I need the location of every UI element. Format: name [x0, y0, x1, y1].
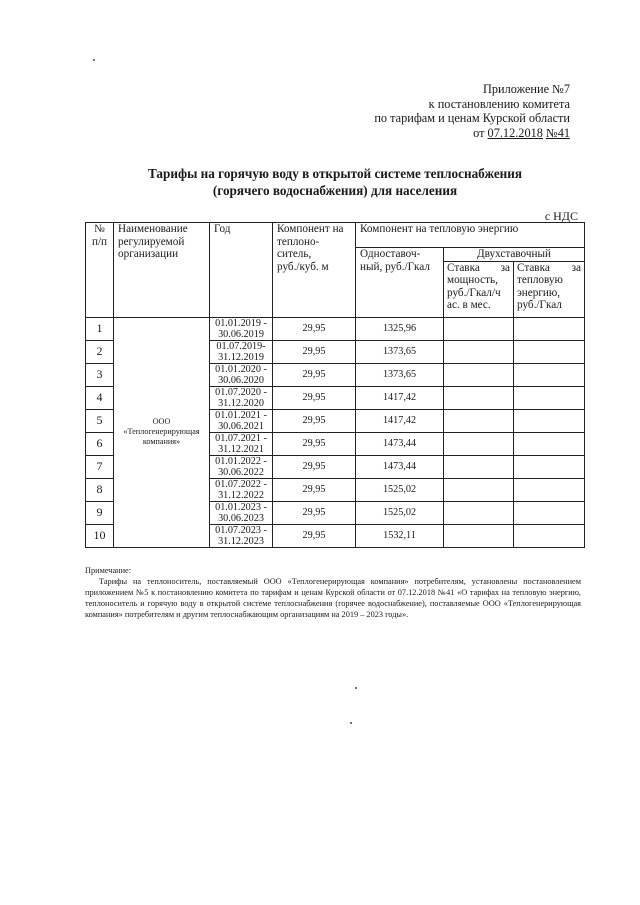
document-title: [100, 165, 570, 199]
capacity-rate-value: [444, 501, 514, 524]
header-org-line-2: регулируемой: [118, 235, 185, 248]
capacity-rate-value: [444, 478, 514, 501]
organization-line-2: «Теплогенерирующая: [123, 427, 200, 437]
vat-note: с НДС: [544, 209, 578, 223]
period-cell: [210, 317, 273, 340]
period-end: 31.12.2023: [218, 535, 264, 547]
header-carrier-line-2: теплоно-: [277, 235, 320, 248]
period-cell: [210, 432, 273, 455]
carrier-value: 29,95: [273, 340, 356, 363]
title-line-1: Тарифы на горячую воду в открытой системе теплоснабжения: [147, 166, 523, 181]
single-rate-value: 1373,65: [356, 340, 444, 363]
period-end: 31.12.2021: [218, 443, 264, 455]
period-start: 01.07.2019-: [216, 340, 266, 352]
period-start: 01.07.2022 -: [215, 478, 267, 490]
row-number: 1: [86, 317, 114, 340]
period-cell: [210, 501, 273, 524]
appendix-line-3: по тарифам и ценам Курской области: [374, 111, 570, 126]
heat-rate-value: [514, 478, 585, 501]
header-two-part: Двухставочный: [444, 248, 585, 262]
single-rate-value: 1525,02: [356, 501, 444, 524]
period-end: 30.06.2020: [218, 374, 264, 386]
row-number: 4: [86, 386, 114, 409]
appendix-line-1: Приложение №7: [483, 82, 570, 96]
header-heat-line-3: энергию,: [517, 286, 561, 299]
heat-rate-value: [514, 386, 585, 409]
organization-line-3: компания»: [142, 437, 181, 447]
carrier-value: 29,95: [273, 501, 356, 524]
tariff-table: [85, 222, 585, 548]
scan-speck: [93, 59, 95, 61]
single-rate-value: 1532,11: [356, 524, 444, 547]
heat-rate-value: [514, 501, 585, 524]
row-number: 5: [86, 409, 114, 432]
period-cell: [210, 363, 273, 386]
period-end: 31.12.2020: [218, 397, 264, 409]
period-start: 01.01.2019 -: [215, 317, 267, 329]
row-number: 7: [86, 455, 114, 478]
heat-rate-value: [514, 524, 585, 547]
header-heat-line-4: руб./Гкал: [517, 299, 562, 312]
header-org-line-1: Наименование: [118, 223, 188, 235]
heat-rate-value: [514, 455, 585, 478]
row-number: 8: [86, 478, 114, 501]
period-end: 30.06.2021: [218, 420, 264, 432]
period-cell: [210, 340, 273, 363]
period-start: 01.01.2022 -: [215, 455, 267, 467]
single-rate-value: 1525,02: [356, 478, 444, 501]
header-single-line-1: Одноставоч-: [360, 248, 421, 260]
carrier-value: 29,95: [273, 317, 356, 340]
carrier-value: 29,95: [273, 455, 356, 478]
capacity-rate-value: [444, 432, 514, 455]
scan-speck: [350, 722, 352, 724]
title-line-2: (горячего водоснабжения) для населения: [212, 183, 458, 198]
period-cell: [210, 524, 273, 547]
period-end: 30.06.2023: [218, 512, 264, 524]
appendix-line-4: [340, 126, 570, 141]
table-row: [86, 317, 585, 340]
header-heat-line-2: тепловую: [517, 274, 563, 287]
single-rate-value: 1417,42: [356, 386, 444, 409]
appendix-header: [340, 82, 570, 140]
period-cell: [210, 386, 273, 409]
carrier-value: 29,95: [273, 363, 356, 386]
single-rate-value: 1373,65: [356, 363, 444, 386]
header-carrier-line-4: руб./куб. м: [277, 260, 329, 273]
header-capacity: [444, 261, 514, 317]
row-number: 10: [86, 524, 114, 547]
heat-rate-value: [514, 363, 585, 386]
header-num-line-2: п/п: [91, 235, 108, 248]
single-rate-value: 1473,44: [356, 432, 444, 455]
period-end: 30.06.2022: [218, 466, 264, 478]
appendix-date-prefix: от: [473, 125, 488, 140]
carrier-value: 29,95: [273, 524, 356, 547]
organization-cell: [114, 317, 210, 547]
header-heat-line-1: Ставка за: [517, 261, 581, 274]
heat-rate-value: [514, 317, 585, 340]
row-number: 9: [86, 501, 114, 524]
capacity-rate-value: [444, 363, 514, 386]
header-single-line-2: ный, руб./Гкал: [360, 260, 430, 273]
header-num-line-1: №: [94, 223, 105, 235]
capacity-rate-value: [444, 317, 514, 340]
period-start: 01.01.2020 -: [215, 363, 267, 375]
period-start: 01.01.2021 -: [215, 409, 267, 421]
capacity-rate-value: [444, 340, 514, 363]
single-rate-value: 1325,96: [356, 317, 444, 340]
footnote: [85, 565, 581, 620]
header-capacity-line-3: руб./Гкал/ч: [447, 286, 501, 299]
period-start: 01.07.2020 -: [215, 386, 267, 398]
footnote-text: Тарифы на теплоноситель, поставляемый ООО «Теплогенерирующая компания» потребителям, установлены постановлением приложением №5 к постановлению комитета по тарифам и ценам Курской области от 07.12.2018 №41 «О тарифах на тепловую энергию, теплоноситель и горячую воду в открытой системе теплоснабжения (горячее водоснабжение), поставляемые ООО «Теплогенерирующая компания» потребителям и другим теплоснабжающим организациям на 2019 – 2023 годы».: [85, 577, 581, 620]
heat-rate-value: [514, 340, 585, 363]
header-heat: [514, 261, 585, 317]
header-energy: Компонент на тепловую энергию: [356, 223, 585, 248]
carrier-value: 29,95: [273, 432, 356, 455]
capacity-rate-value: [444, 455, 514, 478]
row-number: 6: [86, 432, 114, 455]
period-end: 31.12.2019: [218, 351, 264, 363]
heat-rate-value: [514, 409, 585, 432]
header-year: Год: [210, 223, 273, 318]
period-cell: [210, 409, 273, 432]
appendix-line-2: к постановлению комитета: [428, 96, 570, 111]
appendix-number: №41: [545, 125, 570, 140]
capacity-rate-value: [444, 386, 514, 409]
period-end: 31.12.2022: [218, 489, 264, 501]
period-start: 01.01.2023 -: [215, 501, 267, 513]
carrier-value: 29,95: [273, 409, 356, 432]
header-carrier: [273, 223, 356, 318]
period-cell: [210, 478, 273, 501]
footnote-heading: Примечание:: [85, 566, 132, 575]
header-carrier-line-3: ситель,: [277, 248, 312, 261]
period-start: 01.07.2023 -: [215, 524, 267, 536]
header-org: [114, 223, 210, 318]
heat-rate-value: [514, 432, 585, 455]
header-carrier-line-1: Компонент на: [277, 223, 344, 235]
header-single: [356, 248, 444, 318]
carrier-value: 29,95: [273, 386, 356, 409]
organization-line-1: ООО: [152, 417, 171, 427]
capacity-rate-value: [444, 524, 514, 547]
header-capacity-line-4: ас. в мес.: [447, 299, 491, 312]
single-rate-value: 1417,42: [356, 409, 444, 432]
capacity-rate-value: [444, 409, 514, 432]
header-capacity-line-2: мощность,: [447, 274, 498, 287]
single-rate-value: 1473,44: [356, 455, 444, 478]
period-start: 01.07.2021 -: [215, 432, 267, 444]
scan-speck: [355, 687, 357, 689]
row-number: 2: [86, 340, 114, 363]
period-end: 30.06.2019: [218, 328, 264, 340]
header-num: [86, 223, 114, 318]
period-cell: [210, 455, 273, 478]
carrier-value: 29,95: [273, 478, 356, 501]
appendix-date: 07.12.2018: [487, 125, 543, 140]
header-org-line-3: организации: [118, 248, 179, 261]
row-number: 3: [86, 363, 114, 386]
header-capacity-line-1: Ставка за: [447, 261, 510, 274]
